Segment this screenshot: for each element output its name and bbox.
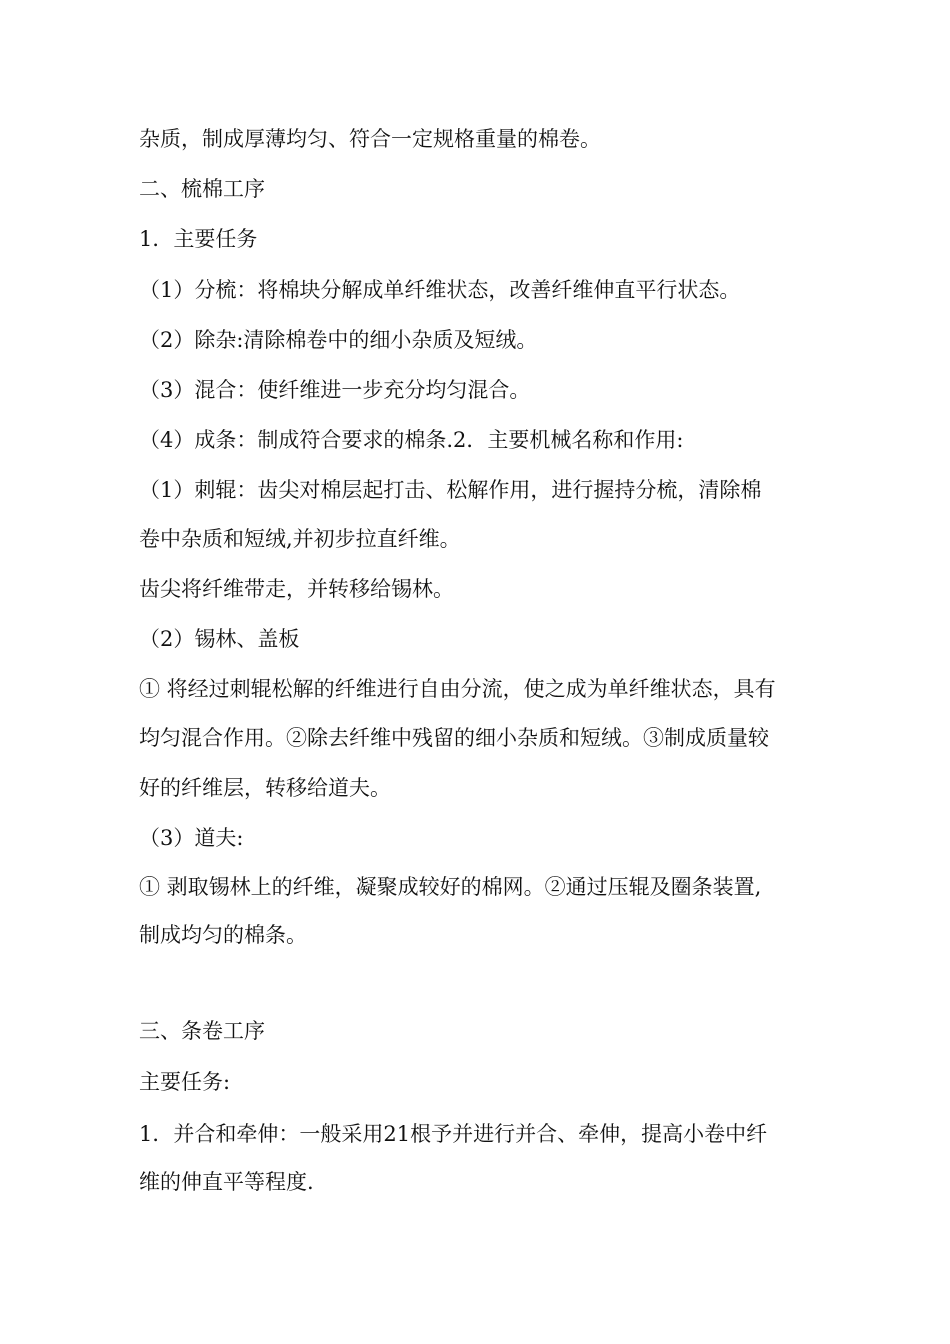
text-line: 齿尖将纤维带走，并转移给锡林。 xyxy=(139,577,454,601)
text-line: 好的纤维层，转移给道夫。 xyxy=(139,776,391,800)
text-line: （3）道夫: xyxy=(139,826,244,850)
text-line: （1）分梳：将棉块分解成单纤维状态，改善纤维伸直平行状态。 xyxy=(139,278,741,302)
section-heading: 三、条卷工序 xyxy=(139,1019,265,1043)
subheading: 1．主要任务 xyxy=(139,227,258,251)
section-heading: 二、梳棉工序 xyxy=(139,177,265,201)
text-line: （4）成条：制成符合要求的棉条.2．主要机械名称和作用: xyxy=(139,428,684,452)
text-line: 1．并合和牵伸：一般采用21根予并进行并合、牵伸，提高小卷中纤 xyxy=(139,1122,768,1146)
text-line: （2）锡林、盖板 xyxy=(139,627,300,651)
text-line: 杂质，制成厚薄均匀、符合一定规格重量的棉卷。 xyxy=(139,127,601,151)
text-line: ① 将经过刺辊松解的纤维进行自由分流，使之成为单纤维状态，具有 xyxy=(139,677,776,701)
text-line: 维的伸直平等程度. xyxy=(139,1170,314,1194)
text-line: ① 剥取锡林上的纤维，凝聚成较好的棉网。②通过压辊及圈条装置, xyxy=(139,875,762,899)
text-line: （3）混合：使纤维进一步充分均匀混合。 xyxy=(139,378,531,402)
text-line: （1）刺辊：齿尖对棉层起打击、松解作用，进行握持分梳，清除棉 xyxy=(139,478,762,502)
text-line: 制成均匀的棉条。 xyxy=(139,923,307,947)
text-line: 均匀混合作用。②除去纤维中残留的细小杂质和短绒。③制成质量较 xyxy=(139,726,769,750)
text-line: 卷中杂质和短绒,并初步拉直纤维。 xyxy=(139,527,461,551)
text-line: （2）除杂:清除棉卷中的细小杂质及短绒。 xyxy=(139,328,538,352)
subheading: 主要任务: xyxy=(139,1070,231,1094)
